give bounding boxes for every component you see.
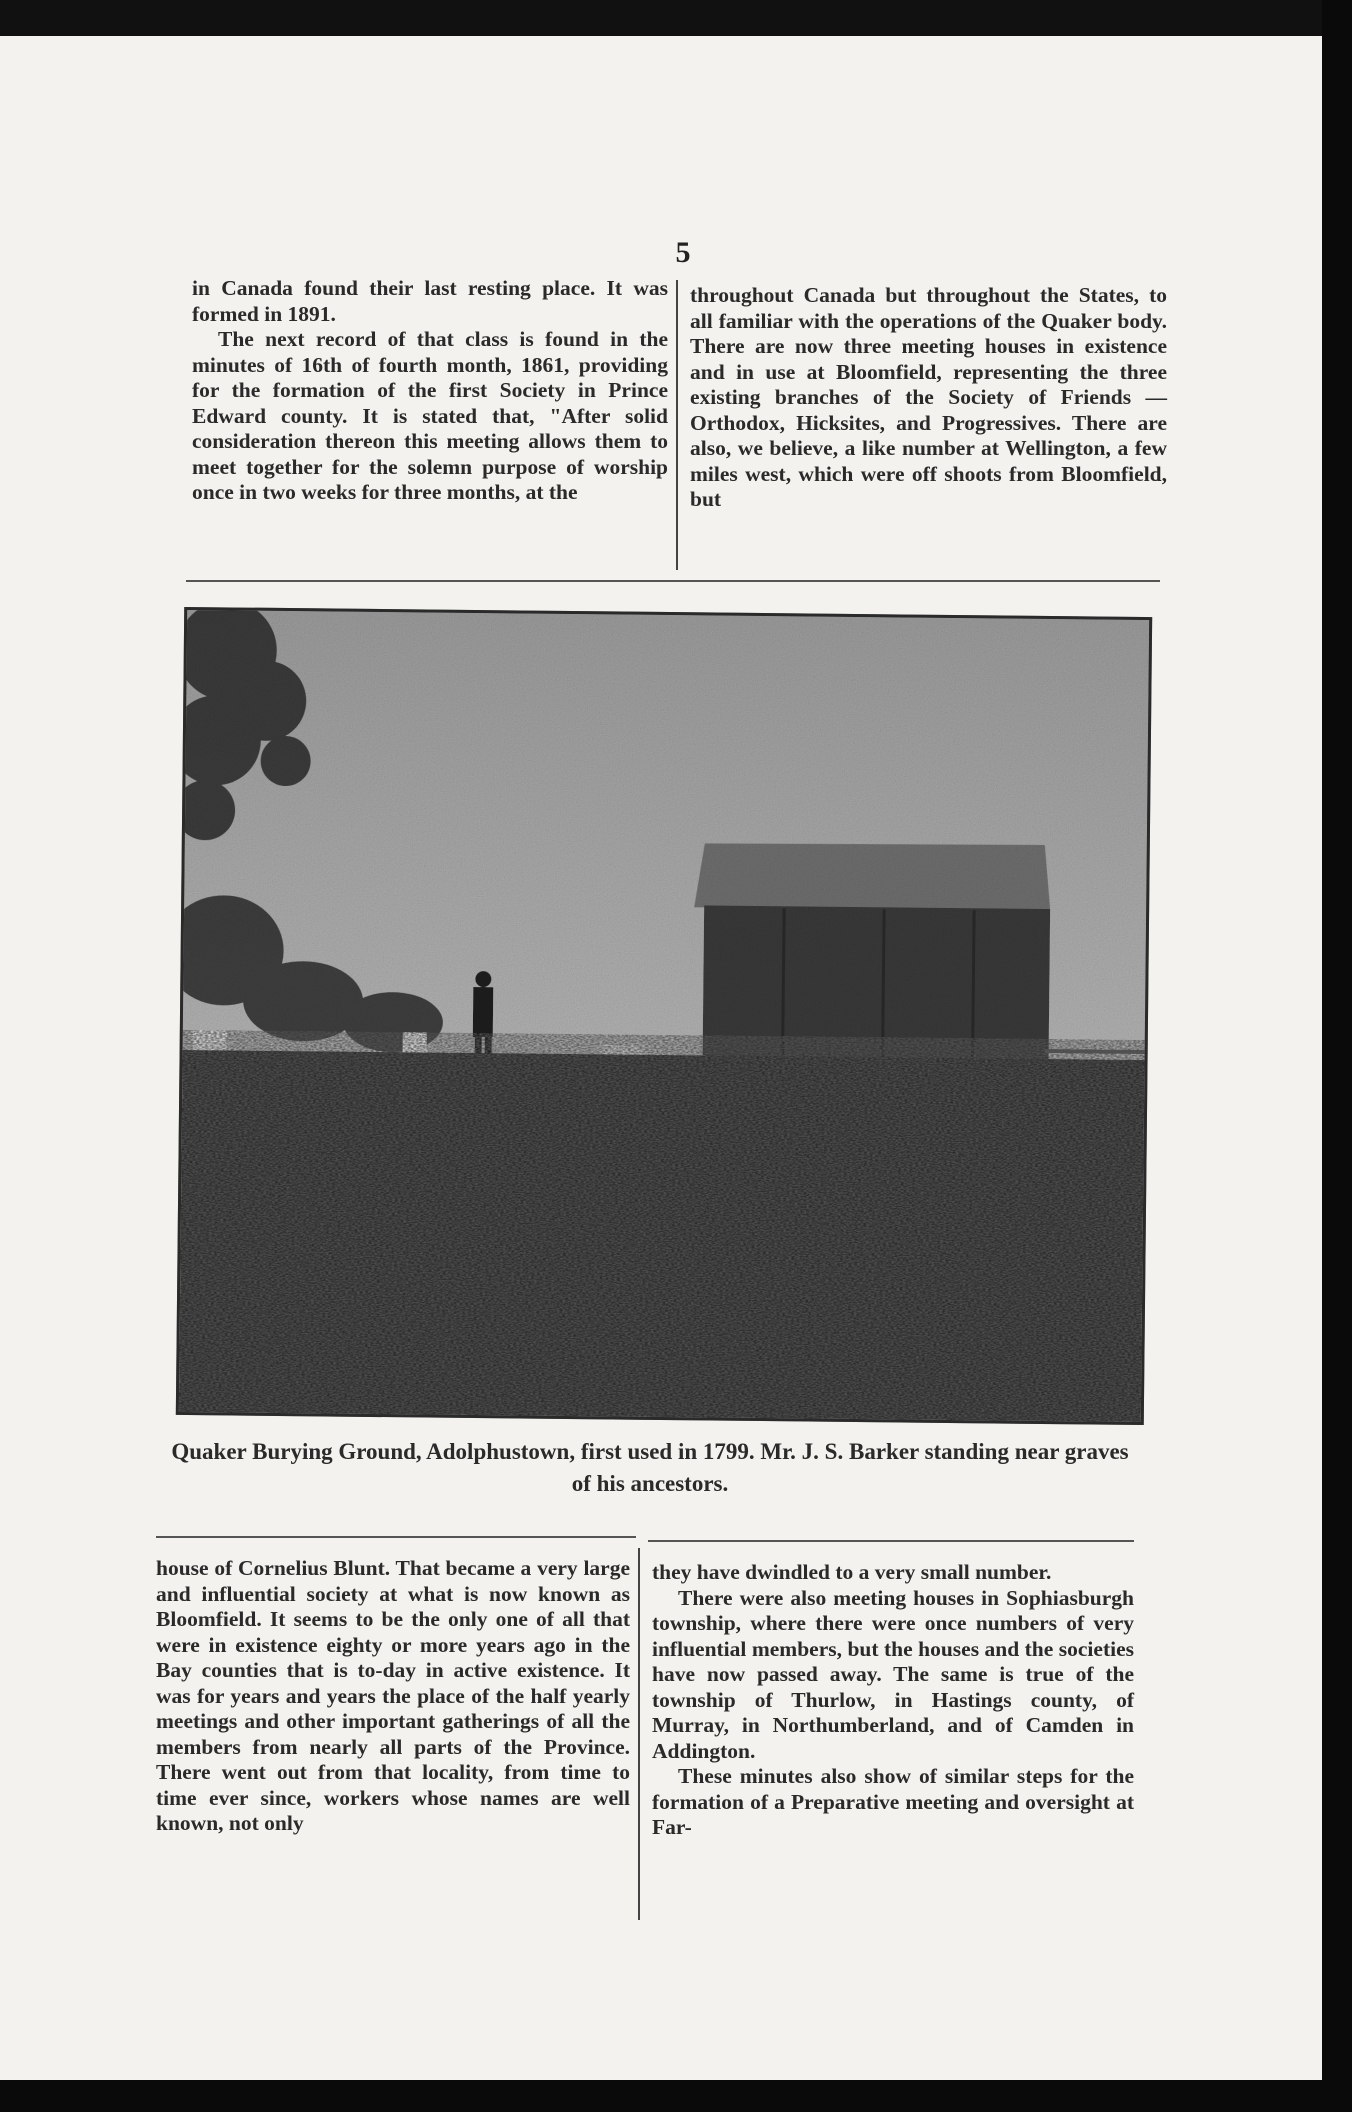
column-divider: [638, 1548, 640, 1920]
column-divider: [676, 280, 678, 570]
meeting-house: [693, 841, 1051, 1059]
photo-caption: Quaker Burying Ground, Adolphustown, first used in 1799. Mr. J. S. Barker standing near graves of his ancestors.: [171, 1439, 1129, 1496]
paragraph: There were also meeting houses in Sophiasburgh township, where there were once numbers of very influential members, but the houses and the societies have now passed away. The same is true of the township of Thurlow, in Hastings county, of Murray, in Northumberland, and of Camden in Addington.: [652, 1585, 1134, 1763]
scan-border-right: [1322, 0, 1352, 2112]
section-rule: [156, 1536, 636, 1538]
scan-border-top: [0, 0, 1352, 40]
paragraph: house of Cornelius Blunt. That became a very large and influential society at what is now known as Bloomfield. It seems to be the only one of all that were in existence eighty or more years ago in the Bay counties that is to-day in active existence. It was for years and years the place of the half yearly meetings and other important gatherings of all the members from nearly all parts of the Province. There went out from that locality, from time to time ever since, workers whose names are well known, not only: [156, 1556, 630, 1835]
paragraph: These minutes also show of similar steps for the formation of a Preparative meeting and oversight at Far-: [652, 1764, 1134, 1839]
paragraph: throughout Canada but throughout the States, to all familiar with the operations of the Quaker body. There are now three meeting houses in existence and in use at Bloomfield, representing the three existing branches of the Society of Friends — Orthodox, Hicksites, and Progressives. There are also, we believe, a like number at Wellington, a few miles west, which were off shoots from Bloomfield, but: [690, 283, 1167, 511]
paragraph: they have dwindled to a very small number.: [652, 1560, 1052, 1584]
page-number: 5: [675, 236, 691, 269]
top-right-column: [690, 283, 1167, 513]
bottom-right-column: [652, 1560, 1134, 1841]
section-rule: [648, 1540, 1134, 1542]
top-left-column: [192, 276, 668, 506]
photograph-quaker-burying-ground: [176, 607, 1152, 1425]
bottom-left-column: [156, 1556, 630, 1837]
paragraph: The next record of that class is found in the minutes of 16th of fourth month, 1861, providing for the formation of the first Society in Prince Edward county. It is stated that, "After solid consideration thereon this meeting allows them to meet together for the solemn purpose of worship once in two weeks for three months, at the: [192, 327, 668, 504]
section-rule: [186, 580, 1160, 582]
scan-border-bottom: [0, 2080, 1352, 2112]
paragraph: in Canada found their last resting place. It was formed in 1891.: [192, 276, 668, 326]
photo-illustration: [179, 610, 1149, 1422]
